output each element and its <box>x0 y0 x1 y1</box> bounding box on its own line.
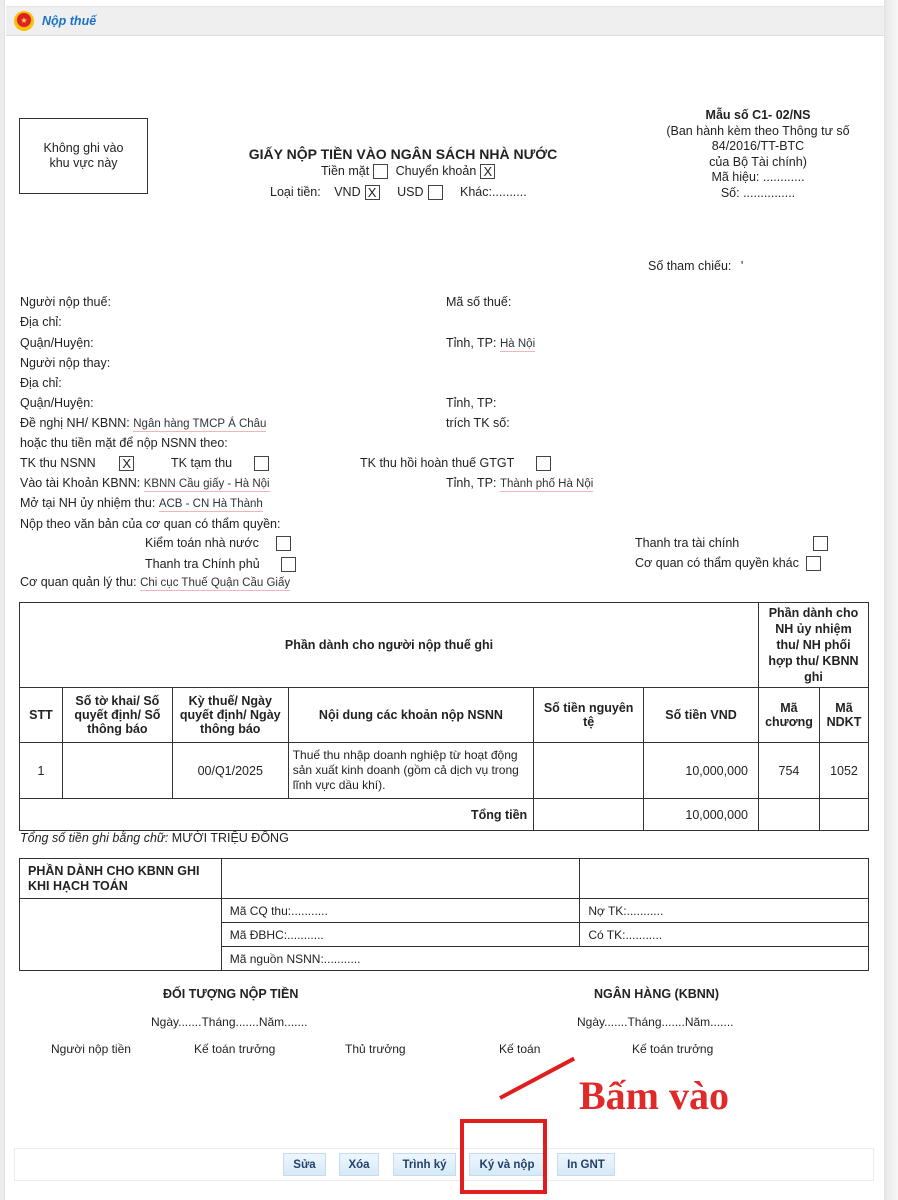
payer-signature-date: Ngày.......Tháng.......Năm....... <box>151 1015 308 1029</box>
kbnn-empty-cell <box>580 859 869 899</box>
delete-button[interactable]: Xóa <box>339 1153 379 1176</box>
template-line: 84/2016/TT-BTC <box>711 139 805 153</box>
page-title: Nộp thuế <box>42 14 97 28</box>
bank-request-field <box>20 416 266 430</box>
province2-label: Tỉnh, TP: <box>446 396 497 410</box>
tk-tam-thu-label: TK tạm thu <box>171 456 233 470</box>
template-line: Số: ............... <box>720 185 796 200</box>
bank-signature-date: Ngày.......Tháng.......Năm....... <box>577 1015 734 1029</box>
cell-doc-no <box>62 743 172 799</box>
tk-hoan-thue-row <box>360 456 551 471</box>
address2-label: Địa chỉ: <box>20 376 62 390</box>
ma-cq-thu: Mã CQ thu:........... <box>221 899 580 923</box>
ma-nguon-nsnn: Mã nguồn NSNN:........... <box>221 947 868 971</box>
other-authority-label: Cơ quan có thẩm quyền khác <box>635 556 799 570</box>
no-write-line-2: khu vực này <box>49 156 118 170</box>
vnd-label: VND <box>334 185 361 199</box>
cash-checkbox[interactable] <box>373 164 388 179</box>
tk-tam-thu-checkbox[interactable] <box>254 456 269 471</box>
template-info <box>648 108 868 201</box>
kbnn-section-title: PHẦN DÀNH CHO KBNN GHI KHI HẠCH TOÁN <box>20 859 222 899</box>
district2-label: Quận/Huyện: <box>20 396 94 410</box>
tk-thu-nsnn-label: TK thu NSNN <box>20 456 96 470</box>
kbnn-account-label: Vào tài Khoản KBNN: <box>20 476 141 490</box>
national-emblem-icon: ★ <box>14 11 34 31</box>
province-field <box>446 336 535 350</box>
tax-code-label: Mã số thuế: <box>446 295 512 309</box>
tax-office-field <box>20 575 290 589</box>
bank-signature-title: NGÂN HÀNG (KBNN) <box>594 987 719 1001</box>
reference-label: Số tham chiếu: <box>648 259 732 273</box>
collect-bank-value: ACB - CN Hà Thành <box>158 498 263 510</box>
state-audit-label: Kiểm toán nhà nước <box>145 536 259 550</box>
vnd-checkbox[interactable]: X <box>365 185 380 200</box>
state-audit-checkbox[interactable] <box>276 536 291 551</box>
cash-label: Tiền mặt <box>321 164 370 178</box>
amount-in-words-value: MƯỜI TRIỆU ĐỒNG <box>171 831 289 845</box>
gov-inspect-checkbox[interactable] <box>281 557 296 572</box>
amount-in-words-label: Tổng số tiền ghi bằng chữ: <box>20 831 169 845</box>
no-write-line-1: Không ghi vào <box>43 141 124 155</box>
role-accountant: Kế toán <box>499 1042 541 1056</box>
kbnn-blank-cell <box>20 899 222 971</box>
cash-collect-label: hoặc thu tiền mặt để nộp NSNN theo: <box>20 436 228 450</box>
col-header-ndkt: Mã NDKT <box>819 688 868 743</box>
role-bank-chief-accountant: Kế toán trưởng <box>632 1042 714 1056</box>
form-title: GIẤY NỘP TIỀN VÀO NGÂN SÁCH NHÀ NƯỚC <box>248 146 558 162</box>
tk-thu-nsnn-checkbox[interactable]: X <box>119 456 134 471</box>
collect-bank-label: Mở tại NH ủy nhiệm thu: <box>20 496 156 510</box>
kbnn-account-value: KBNN Cầu giấy - Hà Nội <box>143 478 270 490</box>
kbnn-account-field <box>20 476 270 490</box>
province-label: Tỉnh, TP: <box>446 336 497 350</box>
finance-inspect-row <box>635 536 828 551</box>
sign-and-submit-button[interactable]: Ký và nộp <box>469 1153 545 1176</box>
ma-dbhc: Mã ĐBHC:........... <box>221 923 580 947</box>
tk-tam-thu-row <box>171 456 269 471</box>
cell-ndkt: 1052 <box>819 743 868 799</box>
print-gnt-button[interactable]: In GNT <box>557 1153 615 1176</box>
usd-label: USD <box>397 185 424 199</box>
amount-in-words <box>20 831 289 845</box>
tk-thu-nsnn-row <box>20 456 134 471</box>
province-value: Hà Nội <box>499 338 536 350</box>
co-tk: Có TK:........... <box>580 923 869 947</box>
template-code: Mẫu số C1- 02/NS <box>705 108 811 122</box>
cell-chapter: 754 <box>758 743 819 799</box>
cell-stt: 1 <box>20 743 63 799</box>
col-header-foreign-amount: Số tiền nguyên tệ <box>534 688 644 743</box>
role-chief-accountant: Kế toán trưởng <box>194 1042 276 1056</box>
bank-request-label: Đề nghị NH/ KBNN: <box>20 416 130 430</box>
edit-button[interactable]: Sửa <box>283 1153 326 1176</box>
gov-inspect-row <box>145 557 296 572</box>
submit-for-signing-button[interactable]: Trình ký <box>393 1153 456 1176</box>
template-line: Mã hiệu: ............ <box>711 170 805 184</box>
table-row <box>20 743 869 799</box>
other-authority-row <box>635 556 821 571</box>
bank-section-header: Phần dành cho NH ủy nhiệm thu/ NH phối hợp thu/ KBNN ghi <box>758 603 868 688</box>
kbnn-province-label: Tỉnh, TP: <box>446 476 497 490</box>
annotation-arrow-line <box>499 1057 575 1100</box>
kbnn-accounting-table <box>19 858 869 971</box>
col-header-period: Kỳ thuế/ Ngày quyết định/ Ngày thông báo <box>172 688 288 743</box>
gov-inspect-label: Thanh tra Chính phủ <box>145 557 260 571</box>
template-line: (Ban hành kèm theo Thông tư số <box>666 123 850 138</box>
bank-request-value: Ngân hàng TMCP Á Châu <box>133 418 267 430</box>
tk-hoan-thue-label: TK thu hồi hoàn thuế GTGT <box>360 456 515 470</box>
payer-signature-title: ĐỐI TƯỢNG NỘP TIỀN <box>163 987 299 1001</box>
kbnn-empty-cell <box>221 859 580 899</box>
currency-row <box>270 185 527 200</box>
other-currency-label: Khác:.......... <box>460 185 527 199</box>
reference-row <box>648 259 743 273</box>
usd-checkbox[interactable] <box>428 185 443 200</box>
currency-label: Loại tiền: <box>270 185 321 199</box>
total-row <box>20 799 869 831</box>
tax-office-label: Cơ quan quản lý thu: <box>20 575 137 589</box>
cell-foreign-amount <box>534 743 644 799</box>
total-label: Tổng tiền <box>20 799 534 831</box>
address-label: Địa chỉ: <box>20 315 62 329</box>
state-audit-row <box>145 536 291 551</box>
left-border <box>0 0 5 1200</box>
account-label: trích TK số: <box>446 416 510 430</box>
vertical-scrollbar[interactable] <box>884 0 898 1200</box>
payment-details-table <box>19 602 869 831</box>
total-ndkt <box>819 799 868 831</box>
payment-method-row <box>321 164 495 179</box>
tax-office-value: Chi cục Thuế Quận Cầu Giấy <box>140 577 291 589</box>
total-foreign-amount <box>534 799 644 831</box>
finance-inspect-checkbox[interactable] <box>813 536 828 551</box>
total-chapter <box>758 799 819 831</box>
col-header-vnd-amount: Số tiền VND <box>644 688 759 743</box>
finance-inspect-label: Thanh tra tài chính <box>635 536 740 550</box>
col-header-doc-no: Số tờ khai/ Số quyết định/ Số thông báo <box>62 688 172 743</box>
page-header <box>6 6 884 36</box>
annotation-label: Bấm vào <box>579 1073 729 1118</box>
payer-on-behalf-label: Người nộp thay: <box>20 356 111 370</box>
kbnn-province-field <box>446 476 593 490</box>
cell-vnd-amount: 10,000,000 <box>644 743 759 799</box>
role-head: Thủ trưởng <box>345 1042 406 1056</box>
authority-doc-label: Nộp theo văn bản của cơ quan có thẩm quyền: <box>20 517 281 531</box>
transfer-label: Chuyển khoản <box>395 164 477 178</box>
district-label: Quận/Huyện: <box>20 336 94 350</box>
col-header-content: Nội dung các khoản nộp NSNN <box>288 688 534 743</box>
collect-bank-field <box>20 496 263 510</box>
no-tk: Nợ TK:........... <box>580 899 869 923</box>
other-authority-checkbox[interactable] <box>806 556 821 571</box>
reference-value: ' <box>740 259 744 273</box>
cell-content: Thuế thu nhập doanh nghiệp từ hoạt động sản xuất kinh doanh (gồm cả dịch vụ trong lĩnh vực dầu khí). <box>288 743 534 799</box>
taxpayer-label: Người nộp thuế: <box>20 295 111 309</box>
kbnn-province-value: Thành phố Hà Nội <box>499 478 594 490</box>
tk-hoan-thue-checkbox[interactable] <box>536 456 551 471</box>
template-line: của Bộ Tài chính) <box>709 154 807 169</box>
role-payer: Người nộp tiền <box>51 1042 131 1056</box>
cell-period: 00/Q1/2025 <box>172 743 288 799</box>
col-header-chapter: Mã chương <box>758 688 819 743</box>
transfer-checkbox[interactable]: X <box>480 164 495 179</box>
taxpayer-section-header: Phần dành cho người nộp thuế ghi <box>20 603 759 688</box>
col-header-stt: STT <box>20 688 63 743</box>
total-vnd-amount: 10,000,000 <box>644 799 759 831</box>
